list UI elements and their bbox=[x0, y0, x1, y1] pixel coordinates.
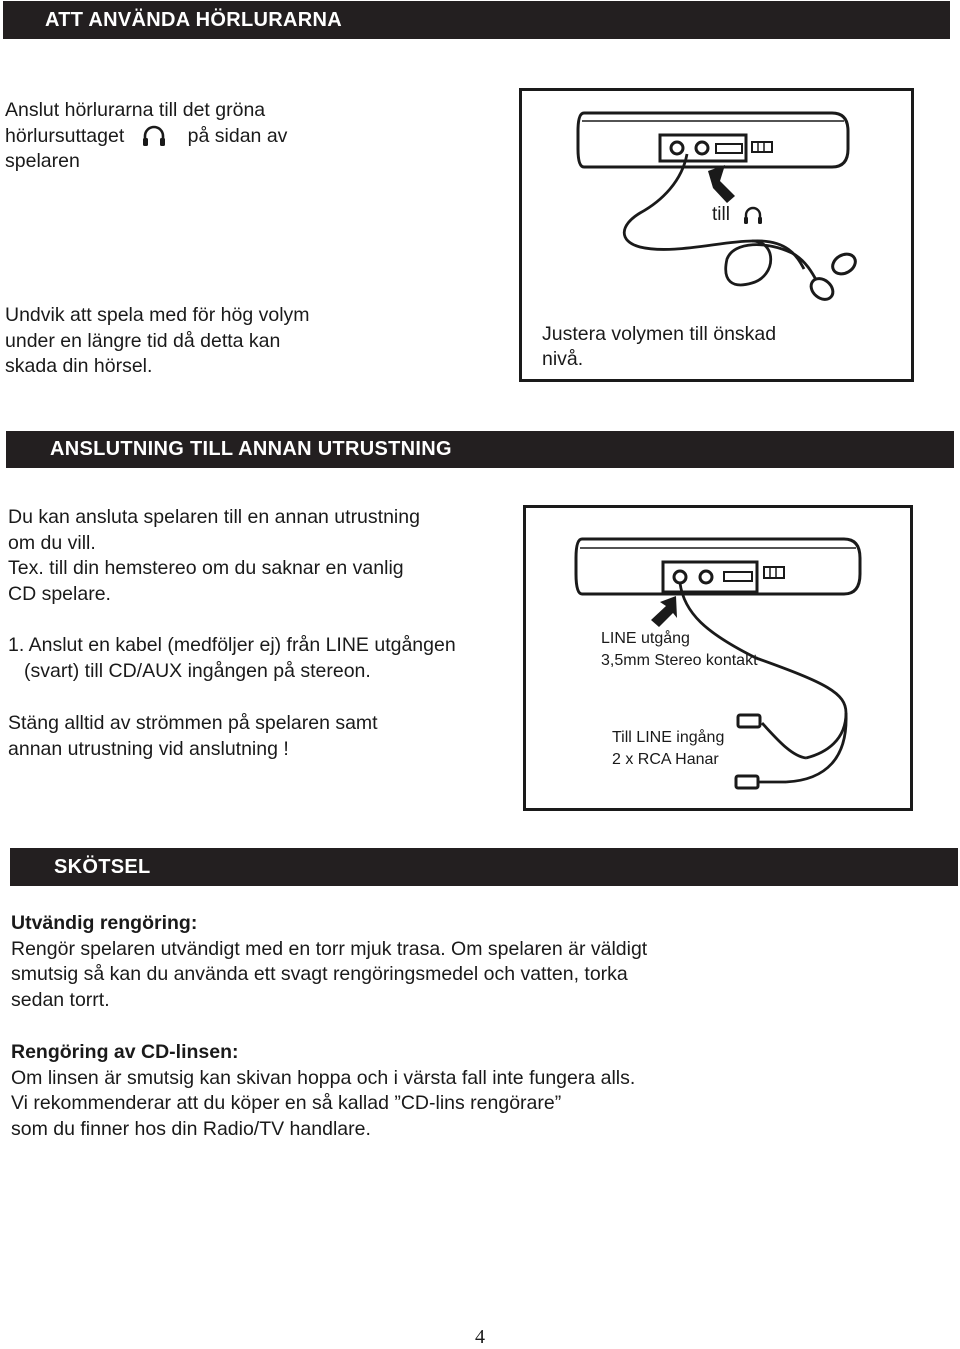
connection-intro: Du kan ansluta spelaren till en annan utrustning om du vill. Tex. till din hemstereo om du saknar en vanlig CD spelare. bbox=[8, 506, 420, 605]
headphones-intro: Anslut hörlurarna till det gröna hörlursuttaget på sidan av spelaren bbox=[5, 99, 288, 173]
section-header-connection bbox=[6, 431, 954, 468]
care-lens: Rengöring av CD-linsen: Om linsen är smutsig kan skivan hoppa och i värsta fall inte fungera alls. Vi rekommenderar att du köper en så kallad ”CD-lins rengörare” som du finner hos din Radio/TV handlare. bbox=[11, 1041, 636, 1140]
headphone-icon bbox=[142, 125, 166, 147]
section-header-headphones bbox=[3, 1, 950, 39]
figure-caption: Justera volymen till önskad nivå. bbox=[542, 323, 777, 370]
connection-step: 1. Anslut en kabel (medföljer ej) från LINE utgången (svart) till CD/AUX ingången på stereon. bbox=[8, 634, 456, 682]
label-line-in: Till LINE ingång 2 x RCA Hanar bbox=[612, 729, 725, 768]
label-line-out: LINE utgång 3,5mm Stereo kontakt bbox=[601, 630, 758, 669]
section-title: SKÖTSEL bbox=[54, 855, 151, 878]
exterior-heading: Utvändig rengöring: bbox=[11, 912, 198, 934]
lens-heading: Rengöring av CD-linsen: bbox=[11, 1041, 239, 1063]
headphones-warning: Undvik att spela med för hög volym under en längre tid då detta kan skada din hörsel. bbox=[5, 304, 310, 378]
page-number: 4 bbox=[475, 1326, 485, 1348]
section-title: ANSLUTNING TILL ANNAN UTRUSTNING bbox=[50, 438, 452, 460]
section-title: ATT ANVÄNDA HÖRLURARNA bbox=[45, 8, 342, 31]
care-exterior: Utvändig rengöring: Rengör spelaren utvändigt med en torr mjuk trasa. Om spelaren är väldigt smutsig så kan du använda ett svagt rengöringsmedel och vatten, torka sedan torrt. bbox=[11, 912, 648, 1011]
section-header-care bbox=[10, 848, 958, 886]
connection-note: Stäng alltid av strömmen på spelaren samt annan utrustning vid anslutning ! bbox=[8, 712, 378, 760]
connection-figure bbox=[523, 505, 913, 811]
figure-label-till: till bbox=[712, 204, 730, 225]
headphones-figure bbox=[519, 88, 914, 382]
headphone-icon bbox=[744, 208, 762, 224]
